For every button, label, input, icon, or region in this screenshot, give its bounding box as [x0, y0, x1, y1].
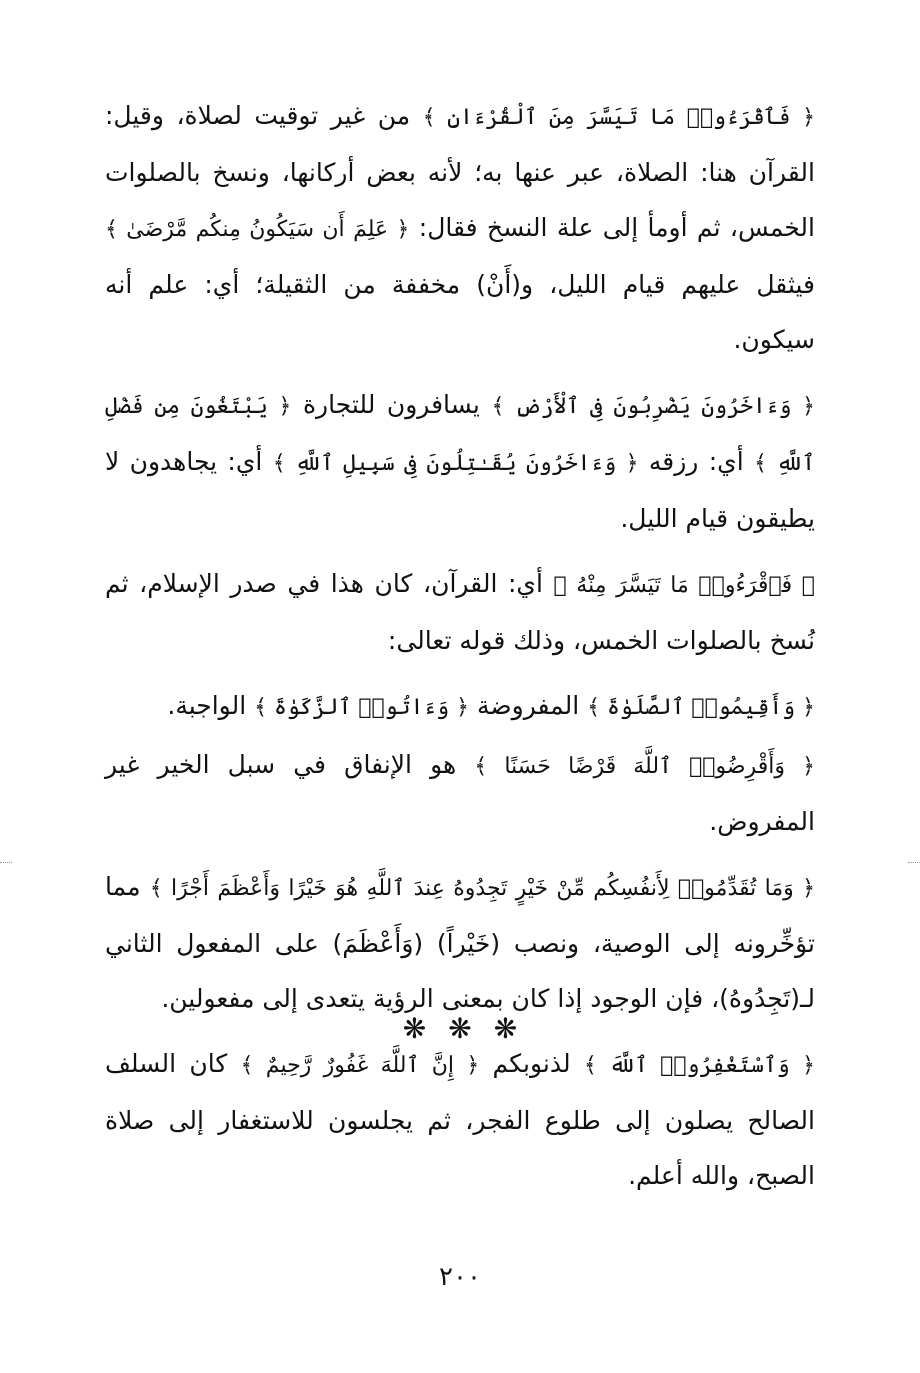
commentary-text: المفروضة: [469, 691, 588, 720]
quran-verse: ﴿ فَٱقْرَءُوا۟ مَا تَيَسَّرَ مِنْهُ ﴾: [553, 573, 815, 598]
quran-verse: ﴿ وَأَقِيمُوا۟ ٱلصَّلَوٰةَ ﴾: [587, 695, 815, 720]
paragraph-6: [105, 859, 815, 1026]
paragraph-4: [105, 678, 815, 735]
paragraph-3: [105, 556, 815, 668]
commentary-text: هو الإنفاق في سبل الخير غير المفروض.: [105, 750, 815, 836]
quran-verse: ﴿ وَءَاخَرُونَ يَضْرِبُونَ فِى ٱلْأَرْضِ ﴾: [491, 394, 816, 419]
quran-verse: ﴿ وَءَاتُوا۟ ٱلزَّكَوٰةَ ﴾: [254, 695, 470, 720]
scan-edge-mark-left: [0, 862, 12, 863]
paragraph-1: [105, 88, 815, 367]
commentary-text: من غير توقيت لصلاة، وقيل: القرآن هنا: الصلاة، عبر عنها به؛ لأنه بعض أركانها، ونسخ بالصلوات الخمس، ثم أومأ إلى علة النسخ فقال:: [105, 101, 815, 242]
commentary-text: لذنوبكم: [479, 1049, 584, 1078]
quran-verse: ﴿ وَمَا تُقَدِّمُوا۟ لِأَنفُسِكُم مِّنْ خَيْرٍ تَجِدُوهُ عِندَ ٱللَّهِ هُوَ خَيْرًا وَأَعْظَمَ أَجْرًا ﴾: [149, 876, 815, 901]
commentary-text: الواجبة.: [167, 691, 255, 720]
quran-verse: ﴿ فَٱقْرَءُوا۟ مَا تَيَسَّرَ مِنَ ٱلْقُرْءَانِ ﴾: [422, 105, 815, 130]
commentary-text: كان السلف الصالح يصلون إلى طلوع الفجر، ثم يجلسون للاستغفار إلى صلاة الصبح، والله أعلم.: [105, 1049, 815, 1190]
commentary-text: أي: يجاهدون لا يطيقون قيام الليل.: [105, 447, 815, 533]
quran-verse: ﴿ وَءَاخَرُونَ يُقَـٰتِلُونَ فِى سَبِيلِ ٱللَّهِ ﴾: [272, 451, 639, 476]
section-separator: ❋❋❋: [402, 1012, 540, 1045]
paragraph-7: [105, 1036, 815, 1203]
commentary-text: أي: القرآن، كان هذا في صدر الإسلام، ثم نُسخ بالصلوات الخمس، وذلك قوله تعالى:: [105, 569, 815, 655]
scan-edge-mark-right: [908, 862, 920, 863]
quran-verse: ﴿ إِنَّ ٱللَّهَ غَفُورٌ رَّحِيمٌ ﴾: [240, 1053, 480, 1078]
commentary-text: فيثقل عليهم قيام الليل، و(أَنْ) مخففة من الثقيلة؛ أي: علم أنه سيكون.: [105, 270, 815, 354]
page-number: ٢٠٠: [439, 1262, 481, 1292]
quran-verse: ﴿ وَأَقْرِضُوا۟ ٱللَّهَ قَرْضًا حَسَنًا ﴾: [474, 754, 815, 779]
commentary-text: يسافرون للتجارة: [291, 390, 492, 419]
commentary-text: أي: رزقه: [638, 447, 755, 476]
quran-verse: ﴿ وَٱسْتَغْفِرُوا۟ ٱللَّهَ ﴾: [583, 1053, 815, 1078]
commentary-text: مما تؤخِّرونه إلى الوصية، ونصب (خَيْراً) (وَأَعْظَمَ) على المفعول الثاني لـ(تَجِدُوهُ)، فإن الوجود إذا كان بمعنى الرؤية يتعدى إلى مفعولين.: [105, 872, 815, 1013]
paragraph-2: [105, 377, 815, 546]
paragraph-5: [105, 737, 815, 849]
quran-verse: ﴿ عَلِمَ أَن سَيَكُونُ مِنكُم مَّرْضَىٰ ﴾: [105, 217, 410, 242]
quran-verse: ﴿ يَبْتَغُونَ مِن فَضْلِ ٱللَّهِ ﴾: [105, 394, 815, 476]
